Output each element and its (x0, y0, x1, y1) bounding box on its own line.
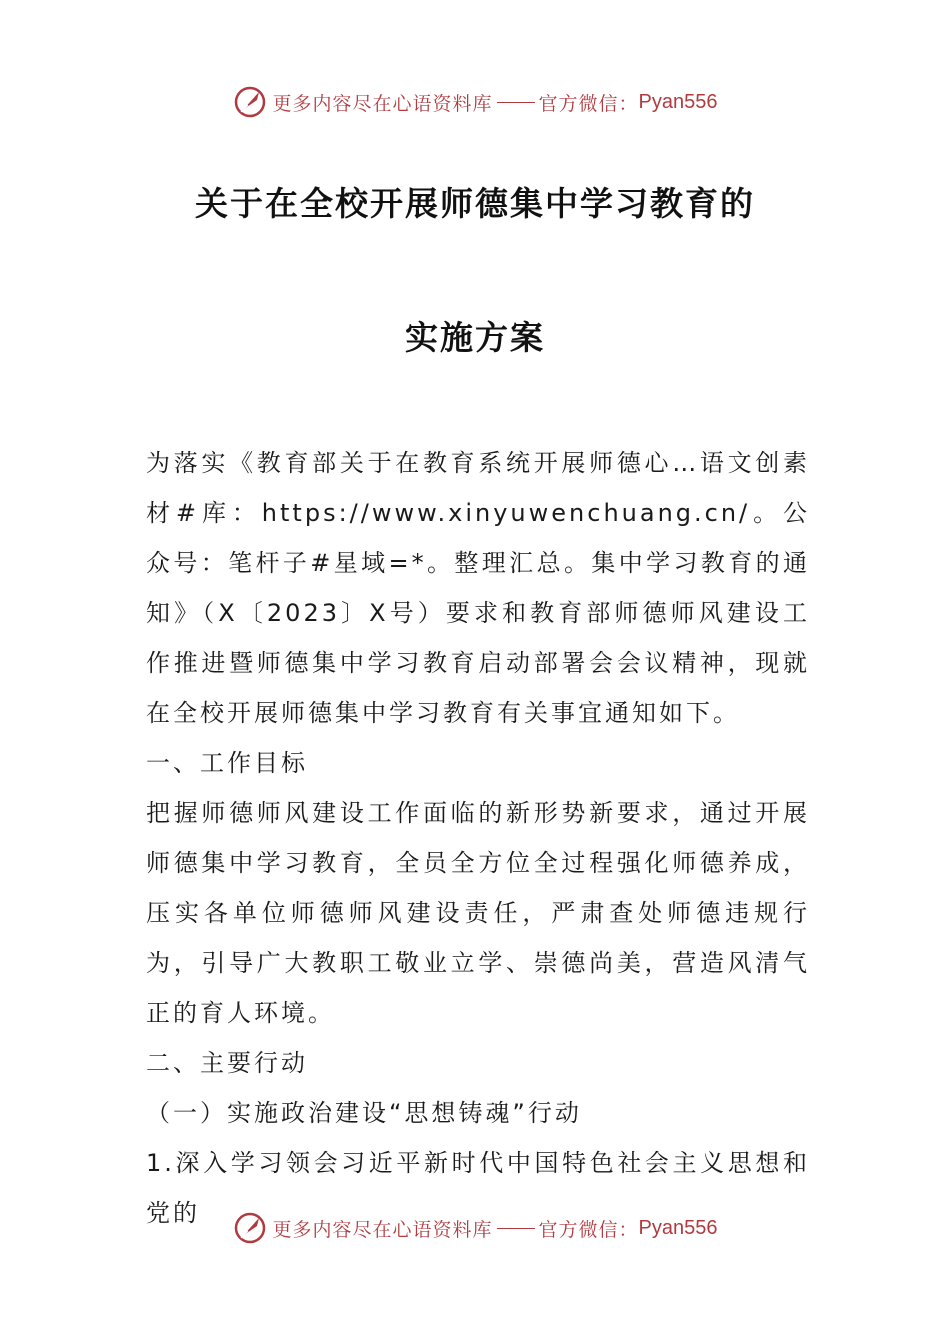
header-watermark (0, 82, 950, 122)
watermark-dash (497, 102, 535, 103)
quill-logo-icon (233, 85, 267, 119)
watermark-contact-id: Pyan556 (638, 90, 718, 113)
quill-logo-icon (233, 1211, 267, 1245)
document-title-line-1: 关于在全校开展师德集中学习教育的 (195, 184, 755, 223)
watermark-text: 更多内容尽在心语资料库 (272, 1218, 493, 1241)
watermark-contact-id: Pyan556 (638, 1216, 718, 1239)
paragraph-goals: 把握师德师风建设工作面临的新形势新要求，通过开展师德集中学习教育，全员全方位全过程强化师德养成，压实各单位师德师风建设责任，严肃查处师德违规行为，引导广大教职工敬业立学、崇德尚美，营造风清气正的育人环境。 (146, 799, 810, 1027)
paragraph-item-1: 1.深入学习领会习近平新时代中国特色社会主义思想和党的 (146, 1149, 810, 1227)
paragraph-intro: 为落实《教育部关于在教育系统开展师德心…语文创素材#库：https://www.xinyuwenchuang.cn/。公众号：笔杆子#星域=*。整理汇总。集中学习教育的通知》（X〔2023〕X号）要求和教育部师德师风建设工作推进暨师德集中学习教育启动部署会会议精神，现就在全校开展师德集中学习教育有关事宜通知如下。 (146, 449, 810, 727)
document-title-line-2: 实施方案 (405, 318, 545, 357)
heading-main-actions: 二、主要行动 (146, 1049, 308, 1077)
subheading-action-1: （一）实施政治建设“思想铸魂”行动 (146, 1099, 582, 1127)
watermark-contact-label: 官方微信： (538, 92, 639, 115)
watermark-contact-label: 官方微信： (538, 1218, 639, 1241)
footer-watermark (0, 1208, 950, 1248)
watermark-dash (497, 1228, 535, 1229)
heading-work-goals: 一、工作目标 (146, 749, 308, 777)
watermark-text: 更多内容尽在心语资料库 (272, 92, 493, 115)
document-body (146, 438, 810, 1238)
